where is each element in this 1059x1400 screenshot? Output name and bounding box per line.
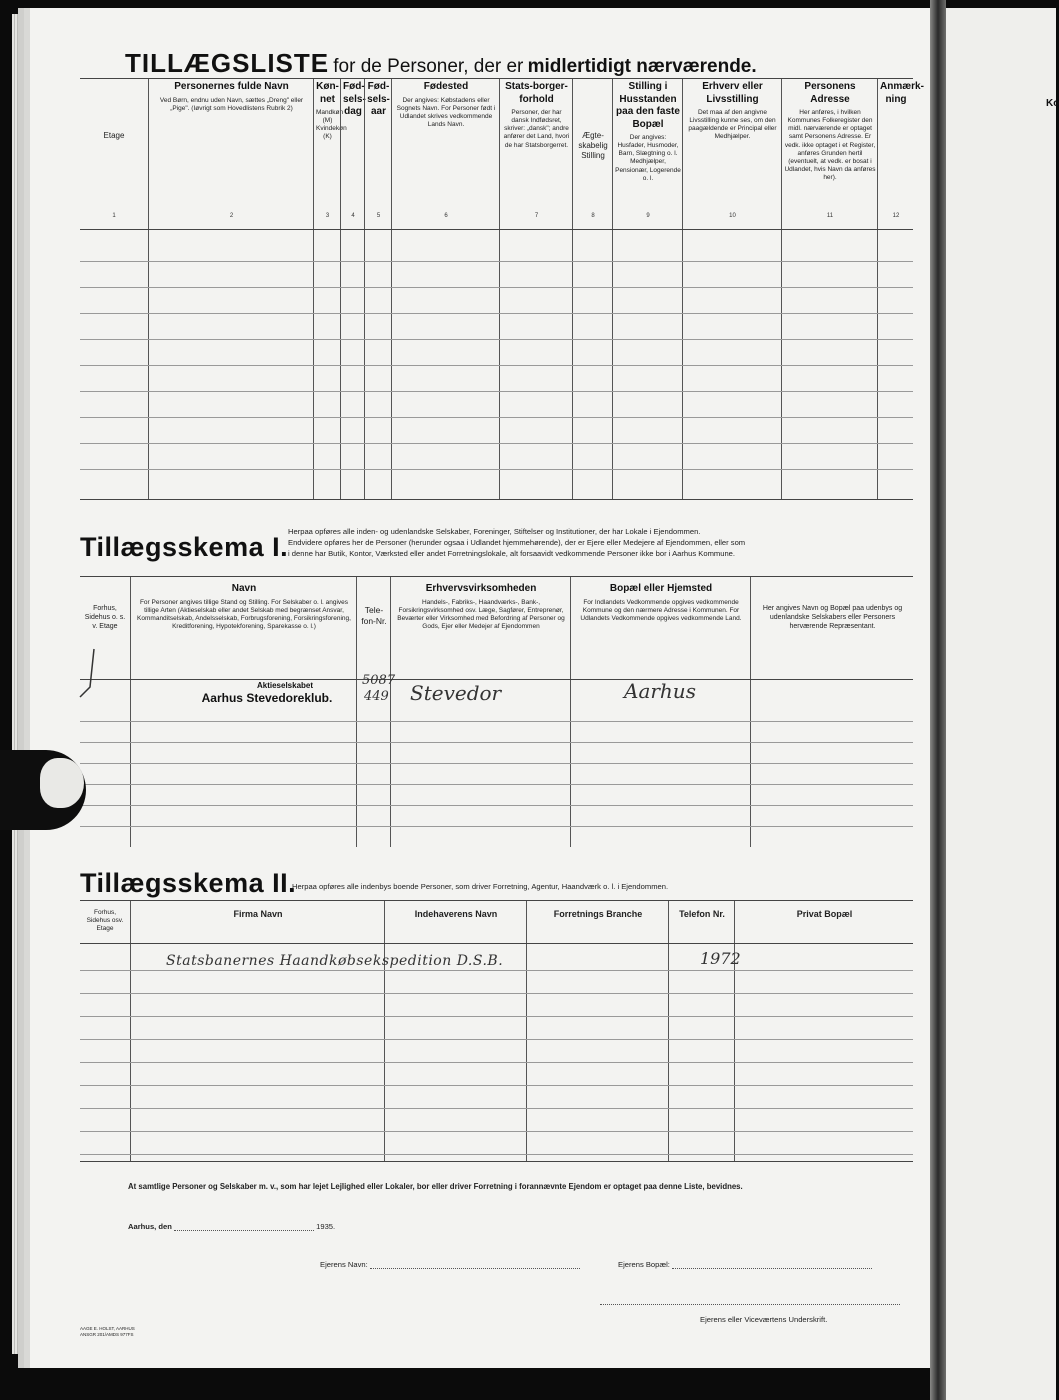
skema1-column-1 — [80, 577, 130, 847]
owner-name-line: Ejerens Navn: — [320, 1260, 580, 1269]
skema2-column-1 — [80, 901, 130, 1161]
table1-colnum-6: 6 — [444, 213, 448, 219]
table1-row-rule — [80, 443, 913, 444]
table1-header-4: Fød-sels-dag — [343, 81, 366, 117]
skema2-title: Tillægsskema II. — [80, 868, 297, 898]
table1-column-1 — [80, 79, 148, 499]
skema1-header-6: Her angives Navn og Bopæl paa udenbys og udenlandske Selskabers eller Personers herværende Repræsentant. — [762, 605, 903, 630]
page-title: TILLÆGSLISTE for de Personer, der er midlertidigt nærværende. — [125, 48, 757, 78]
skema1-row-rule — [80, 826, 913, 827]
table1-header-1: Etage — [103, 131, 125, 140]
table1-colnum-7: 7 — [534, 213, 539, 219]
skema1-header-1: Forhus, Sidehus o. s. v. Etage — [84, 605, 126, 630]
skema1-row-rule — [80, 784, 913, 785]
table1-header-5: Fød-sels-aar — [367, 81, 390, 117]
table1-colnum-2: 2 — [229, 213, 234, 219]
skema2-header-4: Forretnings Branche — [553, 909, 643, 919]
table1-row-rule — [80, 469, 913, 470]
handwritten-phone-1: 5087 — [362, 673, 396, 688]
skema1-header-rule — [80, 679, 913, 680]
date-line: Aarhus, den 1935. — [128, 1222, 336, 1231]
skema2-header-5: Telefon Nr. — [679, 909, 725, 919]
table1-colnum-12: 12 — [892, 213, 900, 219]
handwritten-residence: Aarhus — [624, 679, 696, 703]
skema2-header-2: Firma Navn — [233, 909, 283, 919]
skema1-header-2: Navn For Personer angives tillige Stand og Stilling. For Selskaber o. l. angives tillige Arten (Aktieselskab eller andet Selskab med begrænset Ansvar, Kommanditselskab, Andelsselskab, Forbrugsforening, Forsikringsforening, Kreditforening, Hypotekforening, Sparekasse o. l.) — [137, 583, 351, 630]
table1-column-9 — [612, 79, 683, 499]
table1-colnum-5: 5 — [376, 213, 381, 219]
table1-column-4 — [340, 79, 365, 499]
skema1-row-rule — [80, 742, 913, 743]
handwritten-business: Stevedor — [410, 681, 502, 705]
handwritten-firma: Statsbanernes Haandkøbsekspedition D.S.B. — [166, 953, 504, 969]
table1-column-11 — [781, 79, 878, 499]
table1-row-rule — [80, 287, 913, 288]
skema1-row-rule — [80, 763, 913, 764]
skema2-header-rule — [80, 943, 913, 944]
skema2-row-rule — [80, 993, 913, 994]
declaration-text: At samtlige Personer og Selskaber m. v., som har lejet Lejlighed eller Lokaler, bor eller driver Forretning i forannævnte Ejendom er optaget paa denne Liste, bevidnes. — [128, 1182, 743, 1191]
skema1-table — [80, 576, 913, 847]
skema1-header-4: Erhvervsvirksomheden Handels-, Fabriks-, Haandværks-, Bank-, Forsikringsvirksomhed osv. Læge, Sagfører, Entreprenør, Beværter eller Virksomhed med Befordring af Personer og Gods, Ejer eller Medejer af Ejendommen — [397, 583, 565, 630]
skema2-row-rule — [80, 970, 913, 971]
table1-column-2 — [148, 79, 314, 499]
table1-header-12: Anmærk-ning — [880, 81, 924, 105]
skema1-column-5 — [570, 577, 751, 847]
handwritten-phone-2: 449 — [364, 689, 389, 704]
table1-row-rule — [80, 365, 913, 366]
skema2-row-rule — [80, 1108, 913, 1109]
table1-colnum-1: 1 — [112, 213, 116, 219]
table1-column-10 — [682, 79, 782, 499]
skema2-row-rule — [80, 1062, 913, 1063]
tillaegsliste-table — [80, 78, 924, 500]
skema1-column-3 — [356, 577, 391, 847]
skema1-note: Herpaa opføres alle inden- og udenlandske Selskaber, Foreninger, Stiftelser og Institutioner, der har Lokale i Ejendommen. Endvidere opføres her de Personer (herunder ogsaa i Udlandet hjemmehørende), der er Ejere eller Medejere af Ejendommen, eller som i denne har Butik, Kontor, Værksted eller andet Forretningslokale, alt forsaavidt vedkommende Personer ikke bor i Aarhus Kommune. — [288, 527, 746, 558]
facing-page-fragment: Ko — [1046, 98, 1059, 109]
book-gutter — [930, 0, 946, 1400]
stamp-company-name: Aarhus Stevedoreklub. — [201, 691, 333, 705]
skema2-row-rule — [80, 1039, 913, 1040]
table1-colnum-11: 11 — [826, 213, 834, 219]
skema2-column-4 — [526, 901, 669, 1161]
handwritten-telefon: 1972 — [700, 949, 741, 968]
stamp-company-type: Aktieselskabet — [256, 681, 314, 690]
table1-colnum-9: 9 — [646, 213, 650, 219]
skema1-header-5: Bopæl eller Hjemsted For Indlandets Vedkommende opgives vedkommende Kommune og den nærmere Adresse i Kommunen. For Udlandets Vedkommende opgives vedkommende Land. — [580, 583, 742, 622]
skema1-row-rule — [80, 805, 913, 806]
skema2-table — [80, 900, 913, 1162]
owner-address-line: Ejerens Bopæl: — [618, 1260, 872, 1269]
skema2-header-6: Privat Bopæl — [796, 909, 853, 919]
skema2-header-3: Indehaverens Navn — [414, 909, 498, 919]
facing-page — [944, 8, 1059, 1400]
table1-column-12 — [877, 79, 924, 499]
printer-mark: AAGE E. HOLST, AARHUS ANSGR 201/AMDS 977FS — [80, 1326, 135, 1337]
table1-column-5 — [364, 79, 392, 499]
skema1-title: Tillægsskema I. — [80, 532, 289, 562]
skema2-header-1: Forhus, Sidehus osv. Etage — [86, 909, 124, 933]
skema1-column-2 — [130, 577, 357, 847]
table1-colnum-8: 8 — [591, 213, 595, 219]
table1-header-8: Ægte-skabelig Stilling — [578, 131, 608, 160]
table1-header-7: Stats-borger-forhold Personer, der har dansk Indfødsret, skriver: „dansk"; andre anfører det Land, hvori de har Statsborgerret. — [503, 81, 570, 149]
table1-colnum-3: 3 — [325, 213, 330, 219]
skema1-row-rule — [80, 721, 913, 722]
skema2-note: Herpaa opføres alle indenbys boende Personer, som driver Forretning, Agentur, Haandværk o. l. i Ejendommen. — [292, 882, 669, 891]
table1-header-2: Personernes fulde Navn Ved Børn, endnu uden Navn, sættes „Dreng" eller „Pige". (Iøvrigt som Hovedlistens Rubrik 2) — [159, 81, 304, 112]
table1-column-3 — [313, 79, 347, 499]
table1-header-10: Erhverv eller Livsstilling Det maa af den angivne Livsstilling kunne ses, om den paagældende er Principal eller Medhjælper. — [688, 81, 777, 141]
skema2-column-2 — [130, 901, 385, 1161]
table1-row-rule — [80, 261, 913, 262]
handwritten-checkmark — [76, 647, 100, 707]
table1-column-6 — [391, 79, 500, 499]
table1-row-rule — [80, 391, 913, 392]
table1-header-9: Stilling i Husstanden paa den faste Bopæl Der angives: Husfader, Husmoder, Barn, Slægtning o. l. Medhjælper, Pensionær, Logerende o. l. — [615, 81, 681, 182]
table1-header-3: Køn-net Mandkøn (M) Kvindekøn (K) — [316, 81, 347, 141]
skema1-header-3: Tele-fon-Nr. — [361, 605, 387, 626]
table1-header-6: Fødested Der angives: Købstadens eller Sognets Navn. For Personer født i Udlandet skrives vedkommende Lands Navn. — [396, 81, 496, 128]
skema2-column-3 — [384, 901, 527, 1161]
skema2-column-6 — [734, 901, 914, 1161]
skema2-row-rule — [80, 1085, 913, 1086]
table1-header-11: Personens Adresse Her anføres, i hvilken Kommunes Folkeregister den midl. nærværende er optaget samt Personens Adresse. Er vedk. ikke optaget i et Register, anføres Grunden hertil (eventuelt, at vedk. er bosat i Udlandet, hvis Navn da anføres her). — [784, 81, 876, 181]
signature-label: Ejerens eller Viceværtens Underskrift. — [700, 1315, 828, 1324]
document-page — [30, 8, 930, 1368]
skema2-row-rule — [80, 1016, 913, 1017]
skema2-row-rule — [80, 1154, 913, 1155]
table1-header-rule — [80, 229, 913, 230]
signature-line — [600, 1304, 900, 1306]
table1-colnum-10: 10 — [729, 213, 736, 219]
table1-row-rule — [80, 313, 913, 314]
table1-column-7 — [499, 79, 573, 499]
table1-column-8 — [572, 79, 613, 499]
page-stack-edge — [12, 14, 30, 1354]
table1-row-rule — [80, 417, 913, 418]
table1-colnum-4: 4 — [351, 213, 355, 219]
table1-row-rule — [80, 339, 913, 340]
thumbnail — [40, 758, 84, 808]
skema2-row-rule — [80, 1131, 913, 1132]
skema1-column-4 — [390, 577, 571, 847]
skema2-column-5 — [668, 901, 735, 1161]
skema1-column-6 — [750, 577, 914, 847]
